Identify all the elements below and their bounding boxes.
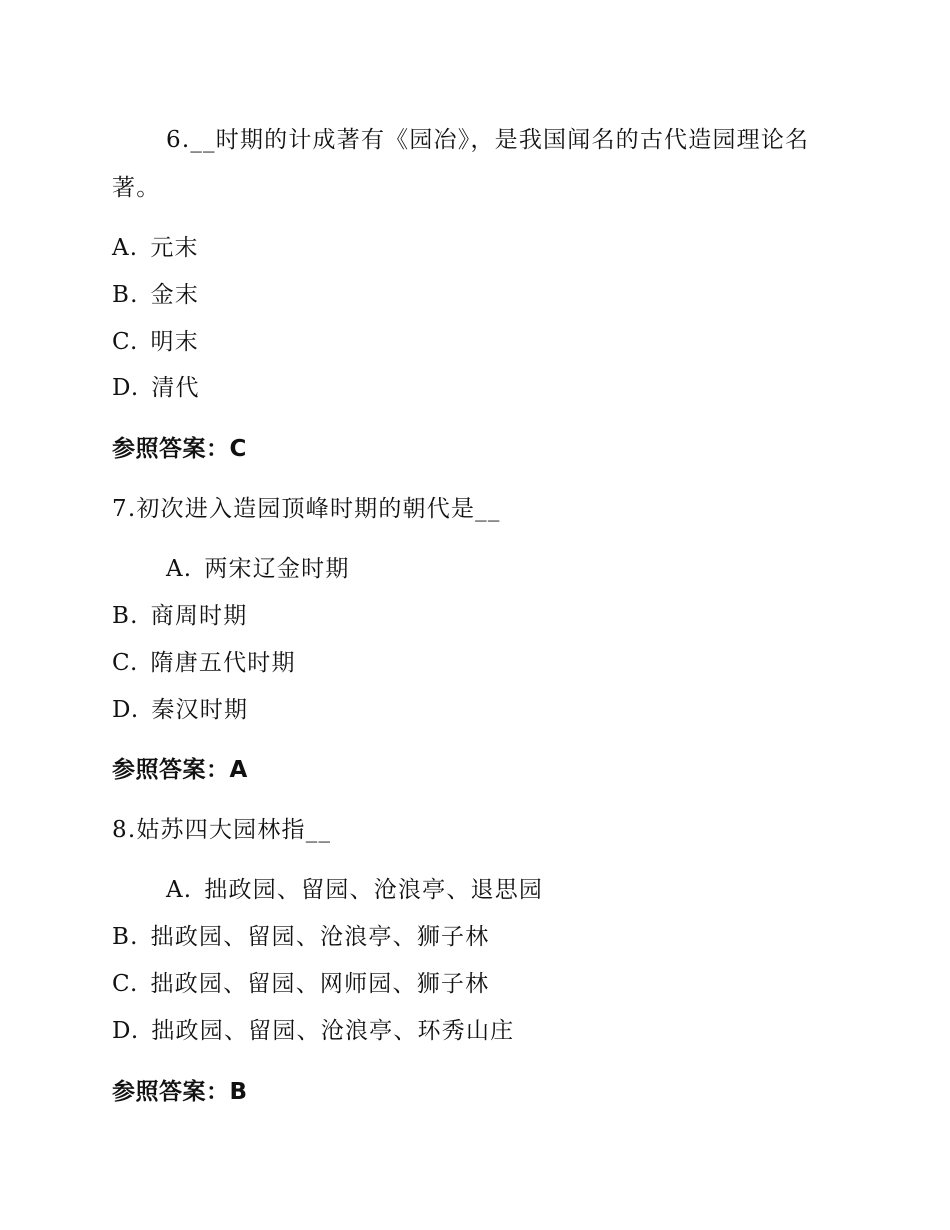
option-text: 秦汉时期	[151, 697, 249, 723]
option-letter: C.	[112, 650, 139, 676]
option-text: 明末	[150, 329, 199, 355]
question-7-option-c	[112, 648, 296, 678]
option-text: 元末	[150, 235, 199, 261]
option-letter: B.	[112, 924, 139, 950]
question-6-option-b	[112, 280, 199, 310]
option-letter: A.	[166, 877, 193, 903]
option-text: 清代	[151, 375, 200, 401]
question-6-stem-line2: 著。	[112, 175, 161, 201]
question-8-answer: 参照答案：B	[112, 1079, 248, 1105]
question-8-option-d	[112, 1016, 514, 1046]
option-letter: C.	[112, 971, 139, 997]
option-text: 拙政园、留园、网师园、狮子林	[150, 971, 490, 997]
question-8-stem: 8.姑苏四大园林指__	[112, 817, 332, 843]
option-letter: D.	[112, 1018, 140, 1044]
option-letter: B.	[112, 282, 139, 308]
option-text: 拙政园、留园、沧浪亭、退思园	[204, 877, 544, 903]
option-text: 隋唐五代时期	[150, 650, 296, 676]
question-7-answer: 参照答案：A	[112, 757, 248, 783]
option-text: 商周时期	[150, 603, 248, 629]
question-7-option-d	[112, 695, 248, 725]
question-6-option-a	[112, 233, 199, 263]
option-letter: A.	[166, 556, 193, 582]
option-letter: B.	[112, 603, 139, 629]
question-8-option-b	[112, 922, 489, 952]
question-8-option-a	[166, 875, 543, 905]
question-6-answer: 参照答案：C	[112, 436, 247, 462]
option-text: 拙政园、留园、沧浪亭、环秀山庄	[151, 1018, 515, 1044]
question-8-option-c	[112, 969, 489, 999]
question-7-stem: 7.初次进入造园顶峰时期的朝代是__	[112, 496, 501, 522]
option-letter: D.	[112, 697, 140, 723]
question-6-stem-line1: 6.__时期的计成著有《园冶》，是我国闻名的古代造园理论名	[166, 127, 810, 153]
option-letter: A.	[112, 235, 139, 261]
question-6-option-c	[112, 327, 199, 357]
option-text: 金末	[150, 282, 200, 308]
question-6-option-d	[112, 373, 200, 403]
question-7-option-a	[166, 554, 350, 584]
option-letter: C.	[112, 329, 139, 355]
option-letter: D.	[112, 375, 140, 401]
question-7-option-b	[112, 601, 247, 631]
option-text: 两宋辽金时期	[204, 556, 350, 582]
option-text: 拙政园、留园、沧浪亭、狮子林	[150, 924, 490, 950]
